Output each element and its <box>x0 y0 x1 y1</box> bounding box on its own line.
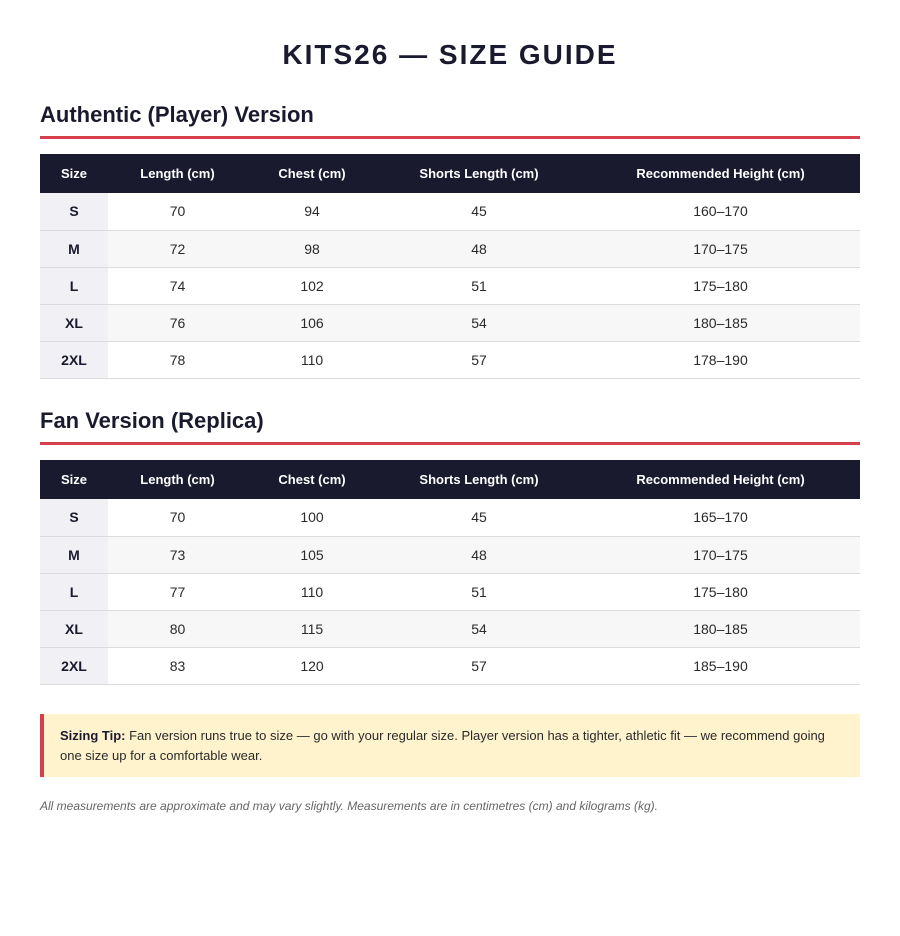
height-cell: 165–170 <box>581 499 860 536</box>
shorts-length-cell: 51 <box>377 267 581 304</box>
length-cell: 70 <box>108 193 247 230</box>
column-header-size: Size <box>40 460 108 499</box>
length-cell: 73 <box>108 536 247 573</box>
height-cell: 170–175 <box>581 536 860 573</box>
sizing-tip-label: Sizing Tip: <box>60 728 126 743</box>
shorts-length-cell: 45 <box>377 499 581 536</box>
column-header-chest: Chest (cm) <box>247 460 377 499</box>
table-row <box>40 193 860 230</box>
size-cell: XL <box>40 610 108 647</box>
shorts-length-cell: 51 <box>377 573 581 610</box>
fan-size-table <box>40 460 860 685</box>
column-header-shorts-length: Shorts Length (cm) <box>377 460 581 499</box>
shorts-length-cell: 45 <box>377 193 581 230</box>
size-cell: M <box>40 536 108 573</box>
chest-cell: 100 <box>247 499 377 536</box>
column-header-recommended-height: Recommended Height (cm) <box>581 460 860 499</box>
column-header-recommended-height: Recommended Height (cm) <box>581 154 860 193</box>
height-cell: 175–180 <box>581 267 860 304</box>
shorts-length-cell: 48 <box>377 230 581 267</box>
size-cell: S <box>40 499 108 536</box>
shorts-length-cell: 57 <box>377 341 581 378</box>
shorts-length-cell: 48 <box>377 536 581 573</box>
size-cell: XL <box>40 304 108 341</box>
length-cell: 78 <box>108 341 247 378</box>
length-cell: 76 <box>108 304 247 341</box>
size-cell: L <box>40 573 108 610</box>
height-cell: 185–190 <box>581 647 860 684</box>
height-cell: 180–185 <box>581 304 860 341</box>
table-row <box>40 267 860 304</box>
column-header-size: Size <box>40 154 108 193</box>
table-row <box>40 341 860 378</box>
height-cell: 175–180 <box>581 573 860 610</box>
column-header-length: Length (cm) <box>108 154 247 193</box>
height-cell: 170–175 <box>581 230 860 267</box>
table-row <box>40 230 860 267</box>
length-cell: 70 <box>108 499 247 536</box>
size-cell: 2XL <box>40 647 108 684</box>
height-cell: 180–185 <box>581 610 860 647</box>
authentic-section-title: Authentic (Player) Version <box>40 102 314 127</box>
sizing-tip-text: Fan version runs true to size — go with your regular size. Player version has a tighter, athletic fit — we recommend going one size up for a comfortable wear. <box>60 728 825 763</box>
column-header-chest: Chest (cm) <box>247 154 377 193</box>
chest-cell: 94 <box>247 193 377 230</box>
size-cell: 2XL <box>40 341 108 378</box>
table-header-row <box>40 460 860 499</box>
chest-cell: 115 <box>247 610 377 647</box>
length-cell: 80 <box>108 610 247 647</box>
size-cell: L <box>40 267 108 304</box>
chest-cell: 98 <box>247 230 377 267</box>
table-header-row <box>40 154 860 193</box>
shorts-length-cell: 54 <box>377 610 581 647</box>
length-cell: 83 <box>108 647 247 684</box>
shorts-length-cell: 57 <box>377 647 581 684</box>
sizing-tip-callout <box>40 714 860 777</box>
column-header-shorts-length: Shorts Length (cm) <box>377 154 581 193</box>
length-cell: 77 <box>108 573 247 610</box>
height-cell: 160–170 <box>581 193 860 230</box>
length-cell: 72 <box>108 230 247 267</box>
length-cell: 74 <box>108 267 247 304</box>
table-row <box>40 573 860 610</box>
table-row <box>40 610 860 647</box>
page-title: KITS26 — SIZE GUIDE <box>282 39 618 70</box>
authentic-section-divider <box>40 136 860 139</box>
authentic-size-table <box>40 154 860 379</box>
table-row <box>40 304 860 341</box>
table-row <box>40 536 860 573</box>
chest-cell: 110 <box>247 573 377 610</box>
size-cell: M <box>40 230 108 267</box>
chest-cell: 102 <box>247 267 377 304</box>
column-header-length: Length (cm) <box>108 460 247 499</box>
chest-cell: 110 <box>247 341 377 378</box>
chest-cell: 120 <box>247 647 377 684</box>
table-row <box>40 499 860 536</box>
table-row <box>40 647 860 684</box>
fan-section-title: Fan Version (Replica) <box>40 408 264 433</box>
measurement-footnote: All measurements are approximate and may vary slightly. Measurements are in centimetres (cm) and kilograms (kg). <box>40 799 658 813</box>
shorts-length-cell: 54 <box>377 304 581 341</box>
chest-cell: 106 <box>247 304 377 341</box>
chest-cell: 105 <box>247 536 377 573</box>
fan-section-divider <box>40 442 860 445</box>
size-cell: S <box>40 193 108 230</box>
height-cell: 178–190 <box>581 341 860 378</box>
